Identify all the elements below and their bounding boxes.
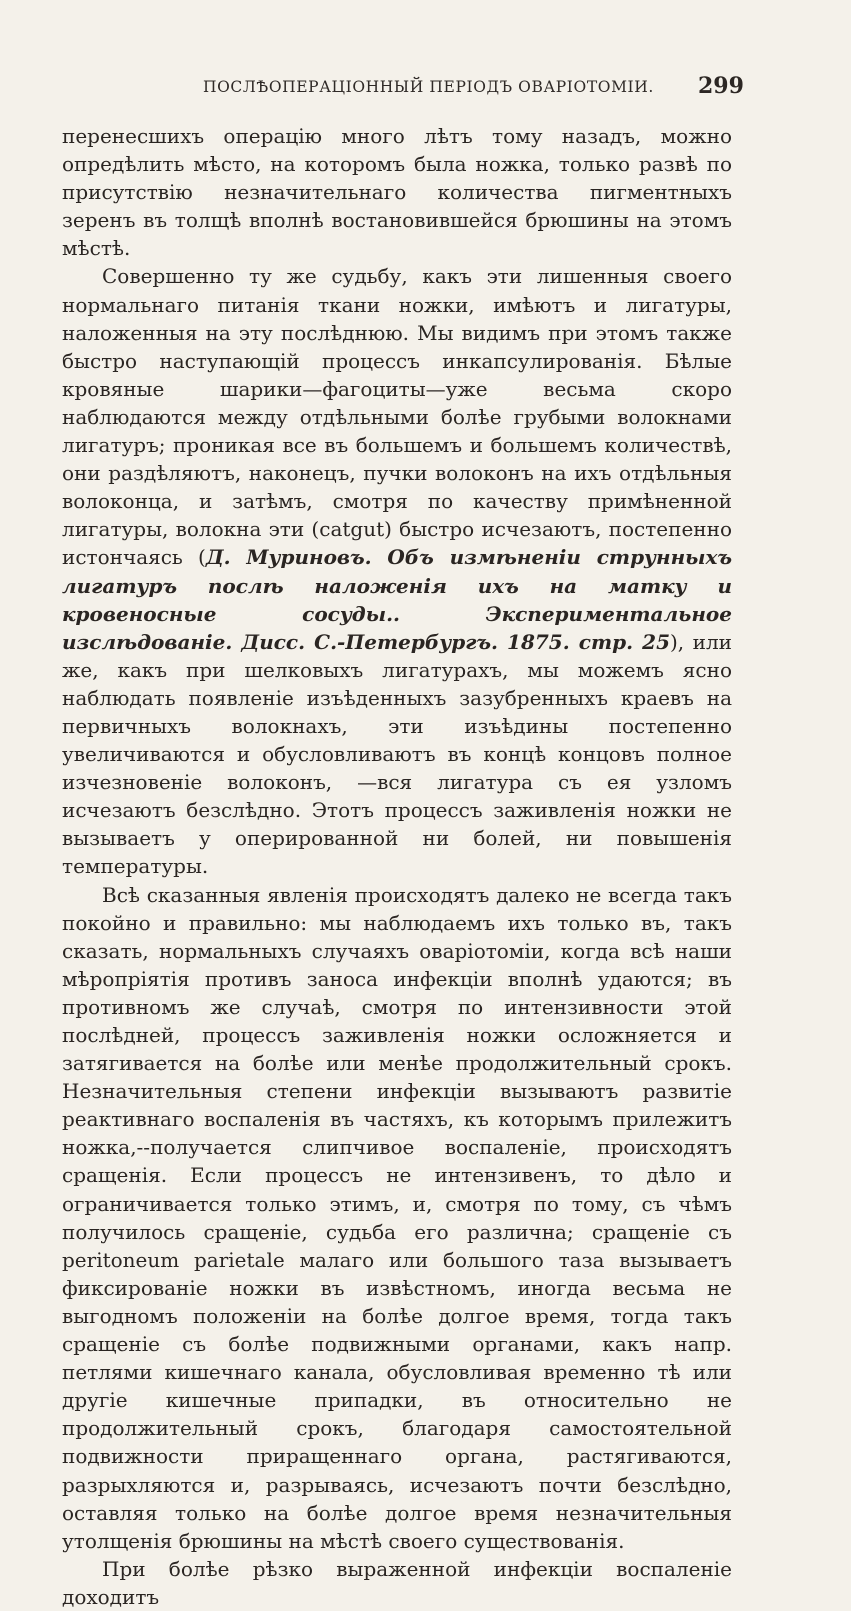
paragraph-severe-infection: При болѣе рѣзко выраженной инфекціи воспаленіе доходитъ (62, 1556, 732, 1609)
paragraph-ligatures (62, 262, 732, 880)
page-body (62, 122, 732, 1611)
paragraph-ligatures-text-before: Совершенно ту же судьбу, какъ эти лишенныя своего нормальнаго питанія ткани ножки, имѣютъ и лигатуры, наложенныя на эту послѣднюю. Мы видимъ при этомъ также быстро наступающій процессъ инкапсулированія. Бѣлые кровяные шарики—фагоциты—уже весьма скоро наблюдаются между отдѣльными болѣе грубыми волокнами лигатуръ; проникая все въ большемъ и большемъ количествѣ, они раздѣляютъ, наконецъ, пучки волоконъ на ихъ отдѣльныя волоконца, и затѣмъ, смотря по качеству примѣненной лигатуры, волокна эти (catgut) быстро исчезаютъ, постепенно истончаясь ( (62, 264, 732, 570)
page-number: 299 (698, 73, 744, 99)
paragraph-continued: перенесшихъ операцію много лѣтъ тому назадъ, можно опредѣлить мѣсто, на которомъ была ножка, только развѣ по присутствію незначительнаго количества пигментныхъ зеренъ въ толщѣ вполнѣ востановившейся брюшины на этомъ мѣстѣ. (62, 124, 732, 261)
citation-murinov: Д. Муриновъ. Объ измѣненіи струнныхъ лигатуръ послѣ наложенія ихъ на матку и кровеносные сосуды.. Экспериментальное изслѣдованіе. Дисс. С.-Петербургъ. 1875. стр. 25 (62, 545, 732, 654)
running-title: ПОСЛѢОПЕРАЦІОННЫЙ ПЕРІОДЪ ОВАРІОТОМІИ. (203, 78, 654, 96)
paragraph-complications: Всѣ сказанныя явленія происходятъ далеко не всегда такъ покойно и правильно: мы наблюдаемъ ихъ только въ, такъ сказать, нормальныхъ случаяхъ оваріотоміи, когда всѣ наши мѣропріятія противъ заноса инфекціи вполнѣ удаются; въ противномъ же случаѣ, смотря по интензивности этой послѣдней, процессъ заживленія ножки осложняется и затягивается на болѣе или менѣе продолжительный срокъ. Незначительныя степени инфекціи вызываютъ развитіе реактивнаго воспаленія въ частяхъ, къ которымъ прилежитъ ножка,--получается слипчивое воспаленіе, происходятъ сращенія. Если процессъ не интензивенъ, то дѣло и ограничивается только этимъ, и, смотря по тому, съ чѣмъ получилось сращеніе, судьба его различна; сращеніе съ peritoneum parietale малаго или большого таза вызываетъ фиксированіе ножки въ извѣстномъ, иногда весьма не выгодномъ положеніи на болѣе долгое время, тогда такъ сращеніе съ болѣе подвижными органами, какъ напр. петлями кишечнаго канала, обусловливая временно тѣ или другіе кишечные припадки, въ относительно не продолжительный срокъ, благодаря самостоятельной подвижности приращеннаго органа, растягиваются, разрыхляются и, разрываясь, исчезаютъ почти безслѣдно, оставляя только на болѣе долгое время незначительныя утолщенія брюшины на мѣстѣ своего существованія. (62, 882, 732, 1553)
paragraph-ligatures-text-after: ), или же, какъ при шелковыхъ лигатурахъ, мы можемъ ясно наблюдать появленіе изъѣденныхъ зазубренныхъ краевъ на первичныхъ волокнахъ, эти изъѣдины постепенно увеличиваются и обусловливаютъ въ концѣ концовъ полное изчезновеніе волоконъ, —вся лигатура съ ея узломъ исчезаютъ безслѣдно. Этотъ процессъ заживленія ножки не вызываетъ у оперированной ни болей, ни повышенія температуры. (62, 629, 732, 879)
